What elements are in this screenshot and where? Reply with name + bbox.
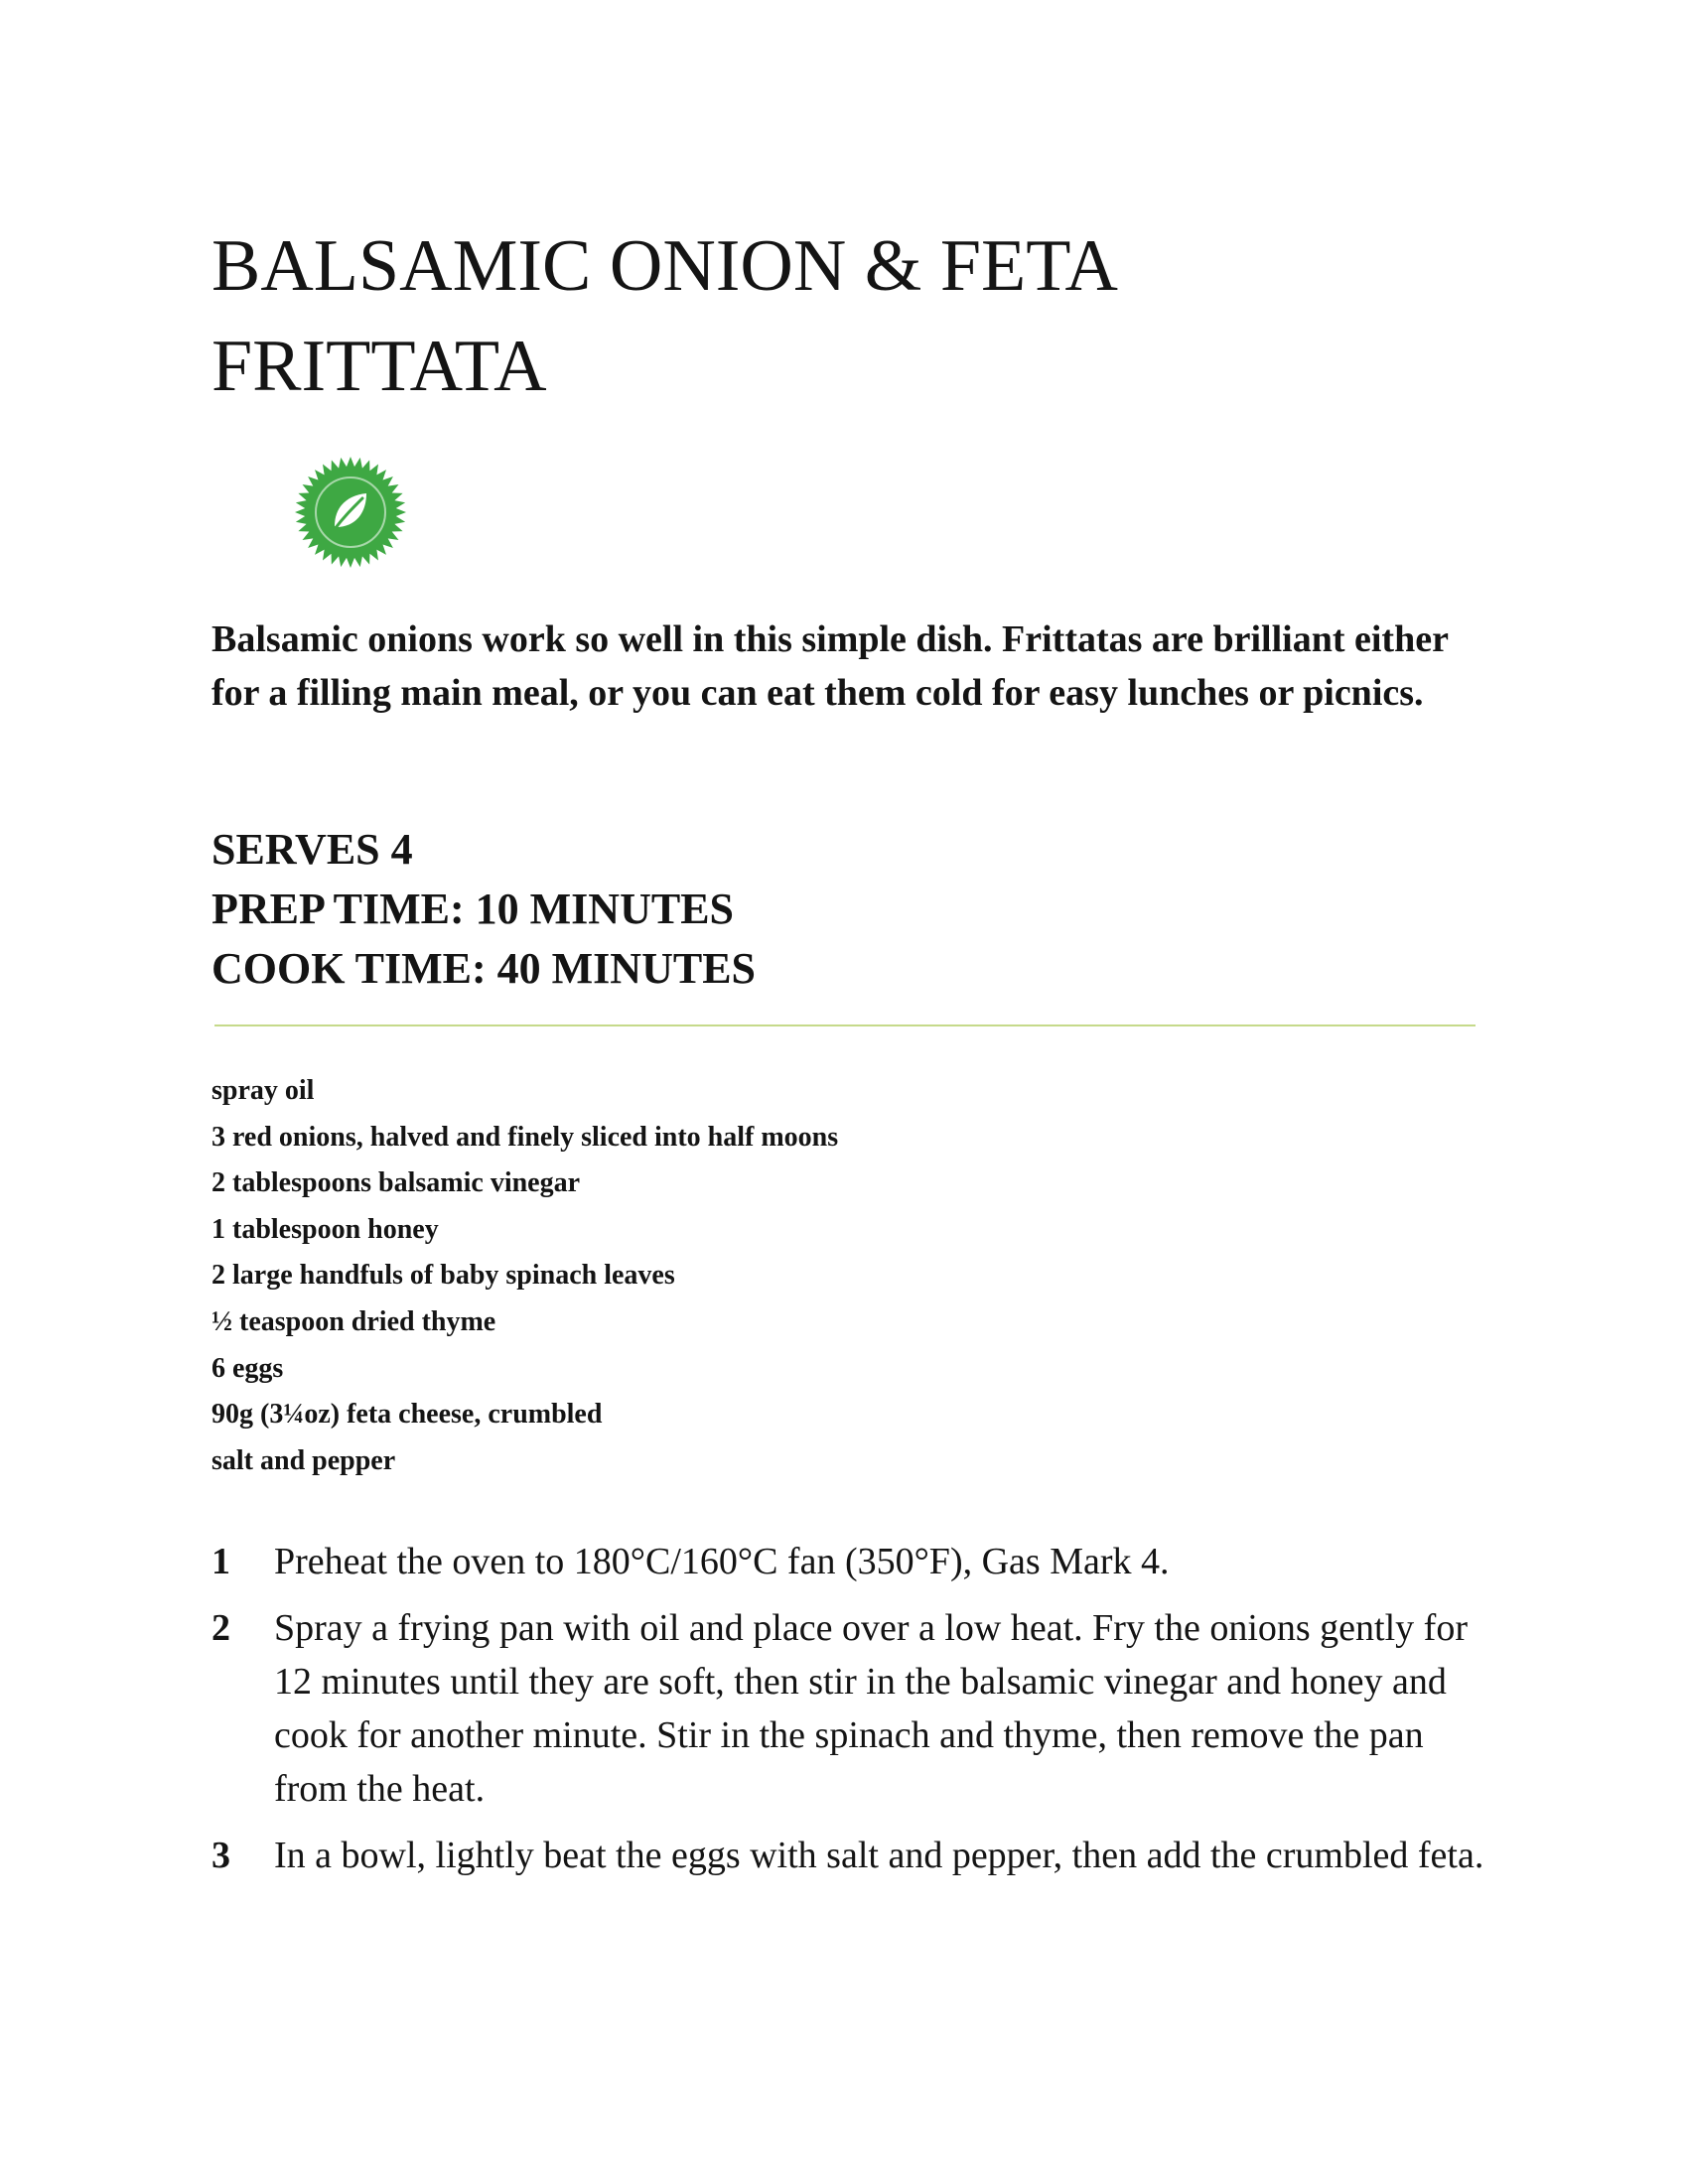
ingredient-item: 3 red onions, halved and finely sliced into half moons — [211, 1121, 839, 1153]
ingredient-item: 2 large handfuls of baby spinach leaves — [211, 1260, 675, 1292]
recipe-title-line-1: BALSAMIC ONION & FETA — [211, 225, 1118, 307]
step-number: 1 — [211, 1541, 230, 1582]
method-steps — [211, 1535, 1502, 1895]
section-divider — [214, 1024, 1476, 1026]
serves: SERVES 4 — [211, 825, 413, 874]
ingredient-item: 90g (3¼oz) feta cheese, crumbled — [211, 1399, 603, 1431]
ingredient-item: 1 tablespoon honey — [211, 1213, 439, 1245]
step-number: 2 — [211, 1607, 230, 1649]
recipe-intro: Balsamic onions work so well in this simple dish. Frittatas are brilliant either for a filling main meal, or you can eat them cold for easy lunches or picnics. — [211, 618, 1449, 714]
ingredients-list — [211, 1068, 1403, 1484]
recipe-title — [211, 216, 1453, 417]
leaf-icon — [294, 456, 407, 569]
ingredient-item: 6 eggs — [211, 1352, 284, 1384]
step-text: Preheat the oven to 180°C/160°C fan (350°F), Gas Mark 4. — [274, 1541, 1170, 1582]
cook-time: COOK TIME: 40 MINUTES — [211, 944, 757, 993]
ingredient-item: 2 tablespoons balsamic vinegar — [211, 1167, 581, 1199]
ingredient-item: salt and pepper — [211, 1444, 396, 1476]
recipe-meta — [211, 820, 1403, 999]
ingredient-item: ½ teaspoon dried thyme — [211, 1305, 496, 1337]
prep-time: PREP TIME: 10 MINUTES — [211, 885, 735, 933]
method-step — [211, 1535, 1502, 1588]
step-number: 3 — [211, 1835, 230, 1876]
step-text: In a bowl, lightly beat the eggs with salt and pepper, then add the crumbled feta. — [274, 1835, 1484, 1876]
step-text: Spray a frying pan with oil and place over a low heat. Fry the onions gently for 12 minutes until they are soft, then stir in the balsamic vinegar and honey and cook for another minute. Stir in the spinach and thyme, then remove the pan from the heat. — [274, 1607, 1468, 1810]
recipe-title-line-2: FRITTATA — [211, 326, 547, 407]
method-step — [211, 1601, 1502, 1816]
ingredient-item: spray oil — [211, 1075, 315, 1106]
method-step — [211, 1829, 1502, 1882]
